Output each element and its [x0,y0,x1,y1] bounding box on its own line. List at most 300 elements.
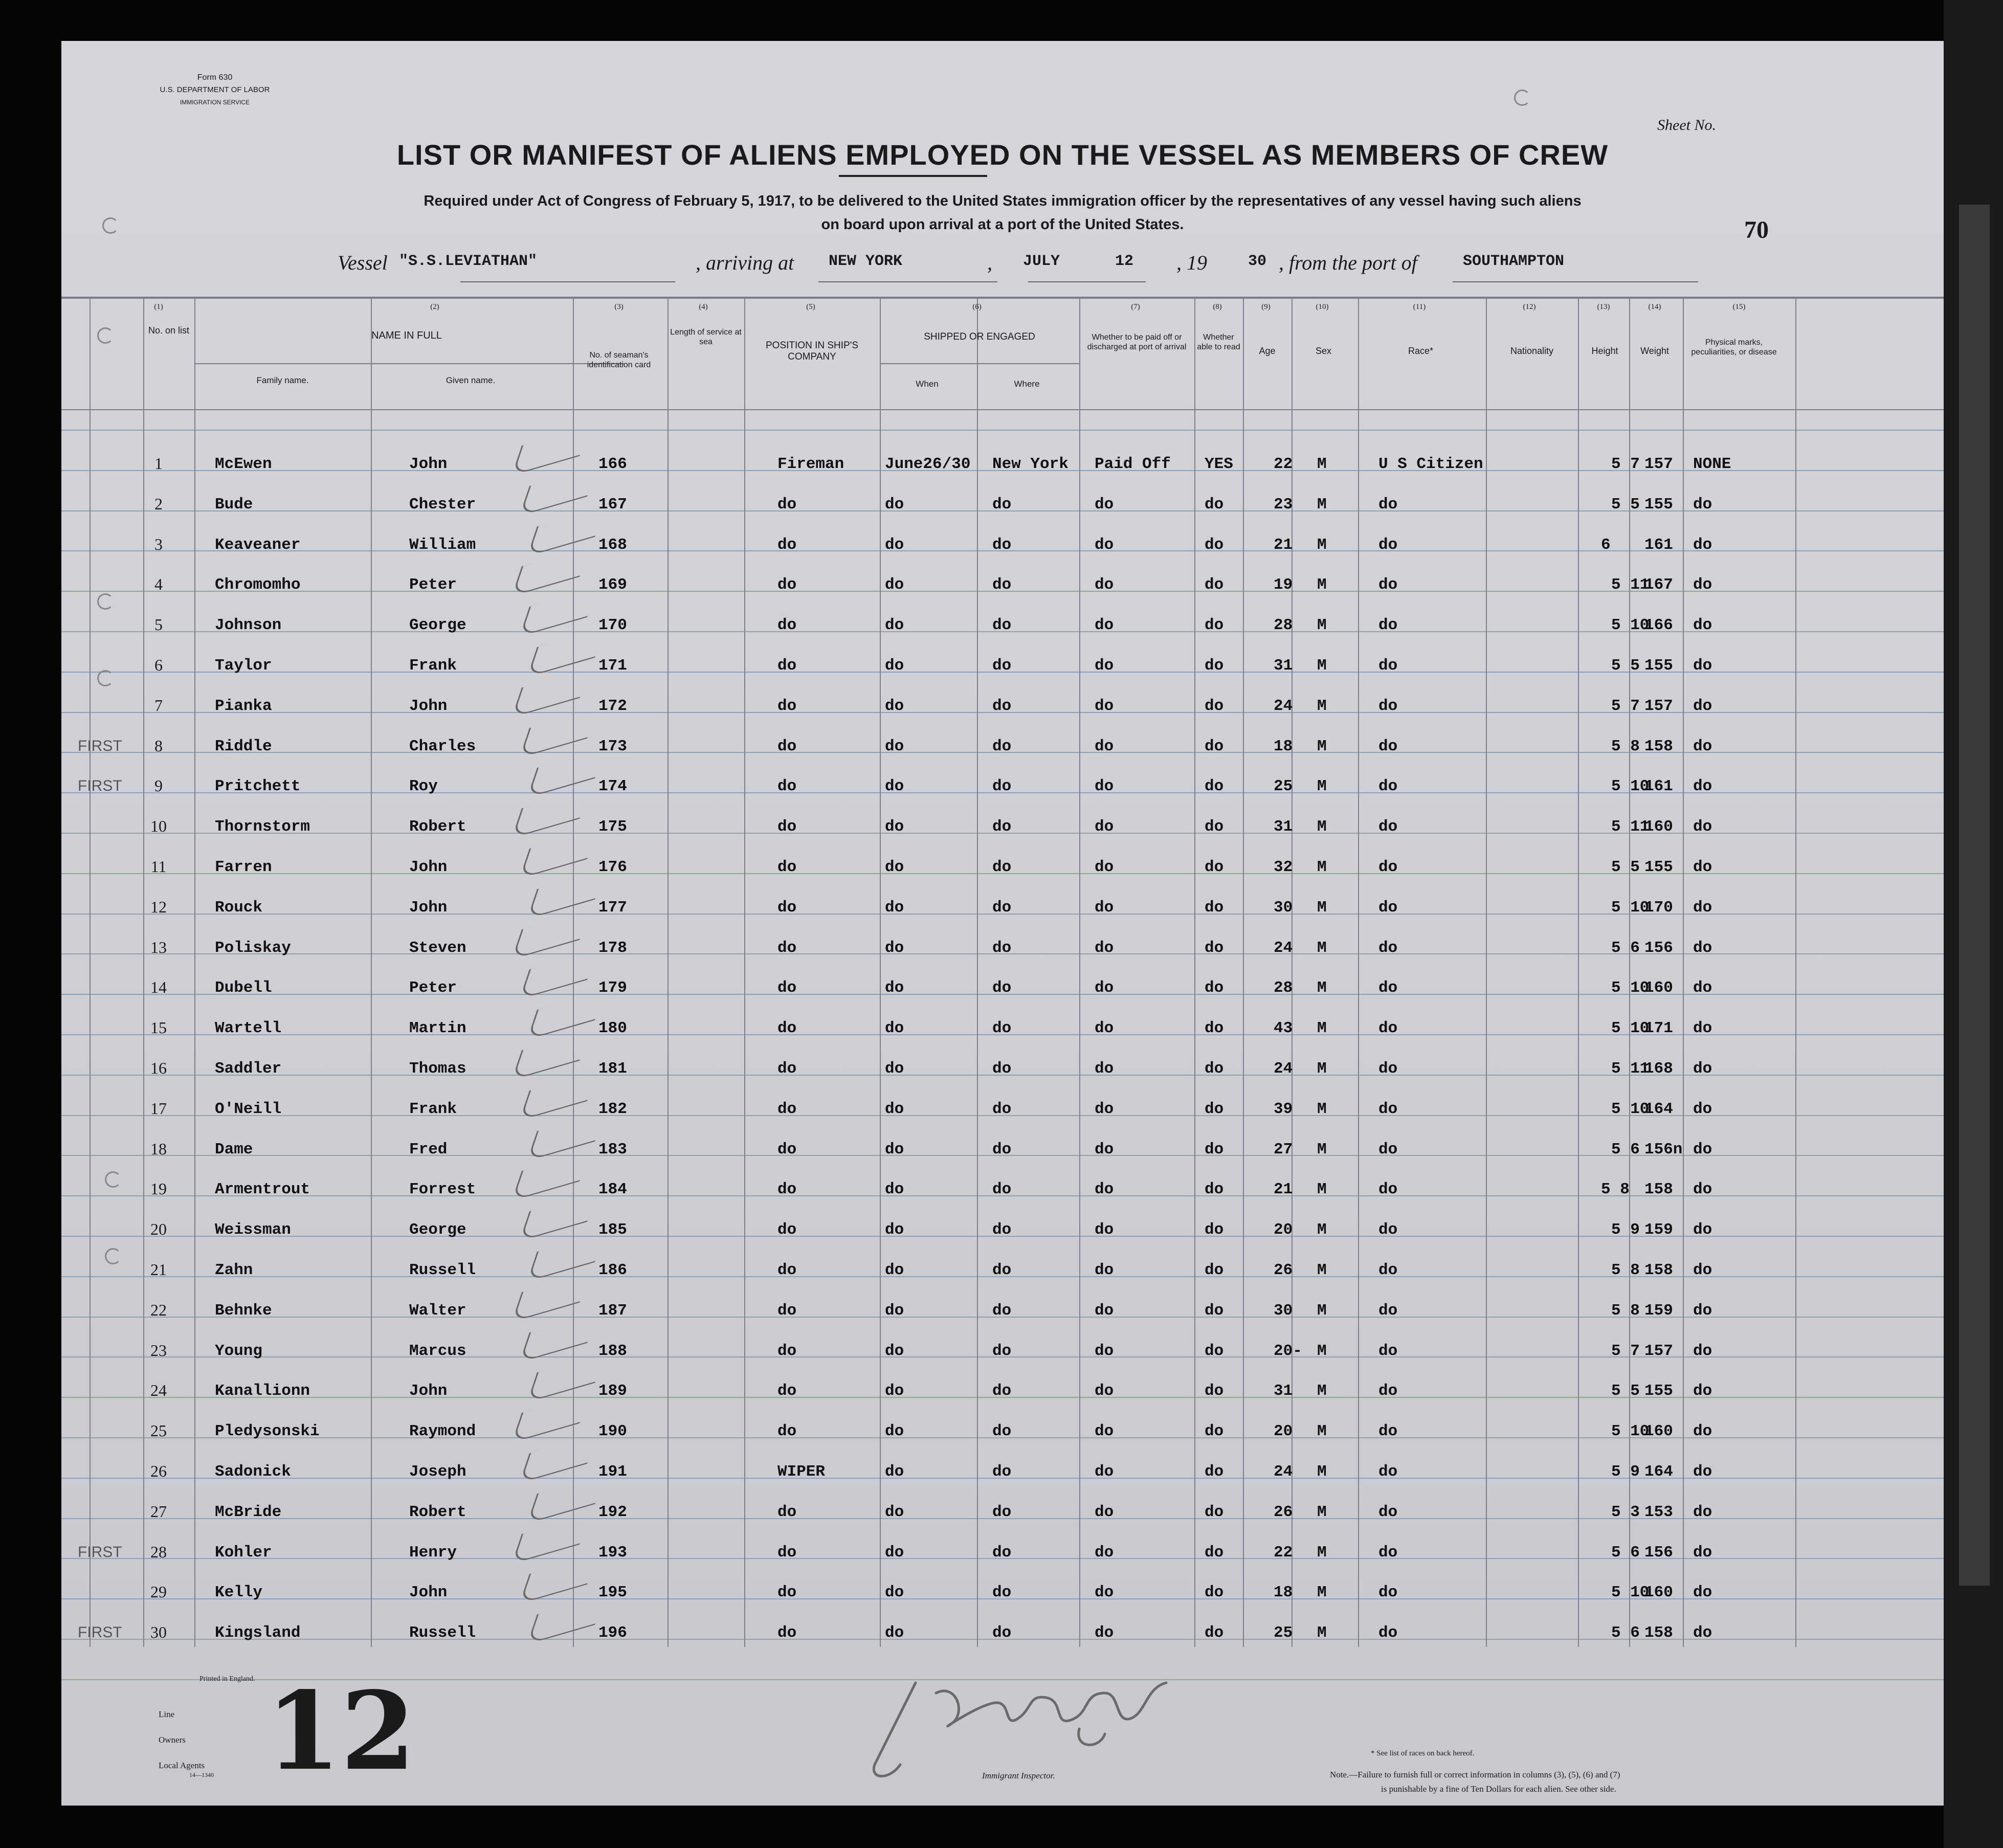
column-rule [1486,297,1487,1647]
cell-read: do [1205,536,1224,554]
row-number: 10 [150,817,167,836]
cell-marks: do [1693,1503,1712,1521]
cell-read: do [1205,1140,1224,1159]
cell-family: Kohler [215,1543,272,1562]
cell-card: 185 [598,1221,627,1239]
cell-race: do [1378,576,1398,594]
cell-weight: 161 [1644,777,1673,796]
cell-read: do [1205,737,1224,755]
punch-hole-mark [97,593,114,610]
cell-where: do [992,576,1012,594]
cell-marks: do [1693,939,1712,957]
cell-when: do [885,1342,904,1360]
cell-card: 171 [598,657,627,675]
cell-paid: do [1095,979,1114,997]
cell-when: do [885,1100,904,1118]
cell-weight: 158 [1644,1624,1673,1642]
cell-family: Dame [215,1140,253,1159]
cell-card: 190 [598,1422,627,1441]
tick-mark [511,1151,590,1201]
cell-when: do [885,818,904,836]
cell-marks: do [1693,1019,1712,1038]
tick-mark [527,628,605,678]
arriving-label: , arriving at [696,251,794,274]
cell-position: do [777,979,797,997]
cell-height: 5 10 [1611,898,1650,917]
cell-where: do [992,495,1012,514]
cell-sex: M [1317,1060,1327,1078]
cell-read: do [1205,1181,1224,1199]
cell-position: do [777,1261,797,1279]
cell-when: do [885,1503,904,1521]
cell-when: do [885,898,904,917]
cell-where: do [992,1221,1012,1239]
cell-age: 31 [1274,818,1293,836]
cell-given: Henry [409,1543,457,1562]
cell-marks: do [1693,495,1712,514]
cell-position: do [777,536,797,554]
column-number: (3) [614,303,624,311]
underline [1453,281,1698,282]
cell-given: Forrest [409,1181,476,1199]
cell-weight: 156 [1644,1543,1673,1562]
cell-paid: do [1095,1463,1114,1481]
first-stamp: FIRST [78,777,122,795]
cell-family: Pianka [215,697,272,715]
cell-paid: do [1095,1181,1114,1199]
cell-race: do [1378,939,1398,957]
cell-card: 186 [598,1261,627,1279]
cell-height: 5 5 [1611,657,1640,675]
cell-marks: NONE [1693,455,1731,473]
cell-where: do [992,657,1012,675]
cell-read: do [1205,979,1224,997]
row-number: 11 [150,857,167,876]
cell-height: 5 8 [1611,1301,1640,1320]
cell-sex: M [1317,818,1327,836]
cell-when: do [885,1301,904,1320]
cell-where: do [992,1261,1012,1279]
cell-position: do [777,898,797,917]
cell-given: Steven [409,939,466,957]
sheet-number: 70 [1744,216,1769,243]
cell-age: 20- [1274,1342,1302,1360]
cell-given: Frank [409,657,457,675]
subtitle-line-1: Required under Act of Congress of February 5, 1917, to be delivered to the United States immigration officer by the representatives of any vessel having such aliens [424,193,1582,209]
cell-paid: do [1095,737,1114,755]
cell-marks: do [1693,1463,1712,1481]
row-number: 9 [154,776,163,795]
cell-paid: do [1095,1382,1114,1400]
cell-read: do [1205,777,1224,796]
col-header-race: Race* [1408,346,1434,356]
cell-race: do [1378,1543,1398,1562]
cell-position: do [777,818,797,836]
col-header-paid: Whether to be paid off or discharged at port of arrival [1087,333,1187,351]
cell-weight: 156 [1644,939,1673,957]
cell-race: do [1378,1019,1398,1038]
cell-card: 193 [598,1543,627,1562]
tick-mark [527,1232,605,1282]
cell-age: 26 [1274,1261,1293,1279]
column-rule [1079,297,1080,1647]
column-rule [880,297,881,1647]
subtitle-line-2: on board upon arrival at a port of the United States. [821,216,1184,233]
cell-family: Young [215,1342,263,1360]
column-rule [371,363,372,409]
column-number: (11) [1413,303,1426,311]
cell-weight: 160 [1644,1422,1673,1441]
cell-given: Marcus [409,1342,466,1360]
date-comma: , [987,251,992,274]
row-number: 3 [154,535,163,553]
cell-paid: do [1095,495,1114,514]
cell-position: do [777,616,797,635]
cell-age: 19 [1274,576,1293,594]
row-number: 23 [150,1341,167,1360]
col-header-no: No. on list [148,325,190,336]
cell-family: McEwen [215,455,272,473]
cell-marks: do [1693,858,1712,876]
cell-family: Sadonick [215,1463,291,1481]
cell-weight: 159 [1644,1301,1673,1320]
punch-hole-mark [97,670,114,686]
cell-given: John [409,455,448,473]
cell-height: 5 9 [1611,1221,1640,1239]
cell-paid: do [1095,1100,1114,1118]
cell-weight: 157 [1644,1342,1673,1360]
cell-card: 176 [598,858,627,876]
cell-read: do [1205,697,1224,715]
cell-when: do [885,1181,904,1199]
cell-age: 25 [1274,1624,1293,1642]
cell-marks: do [1693,818,1712,836]
cell-family: Pledysonski [215,1422,320,1441]
tick-mark [519,1434,597,1484]
cell-given: Robert [409,818,466,836]
cell-where: do [992,1181,1012,1199]
cell-position: do [777,697,797,715]
cell-card: 196 [598,1624,627,1642]
cell-where: do [992,1019,1012,1038]
cell-family: McBride [215,1503,282,1521]
tick-mark [511,547,590,597]
cell-height: 5 8 [1611,1261,1640,1279]
cell-sex: M [1317,1100,1327,1118]
cell-age: 18 [1274,1584,1293,1602]
cell-weight: 164 [1644,1463,1673,1481]
cell-sex: M [1317,858,1327,876]
cell-given: Robert [409,1503,466,1521]
cell-age: 28 [1274,979,1293,997]
cell-given: Thomas [409,1060,466,1078]
column-number: (2) [430,303,439,311]
arrival-day: 12 [1115,253,1134,270]
cell-card: 172 [598,697,627,715]
cell-given: John [409,1584,448,1602]
cell-marks: do [1693,737,1712,755]
column-rule [1578,297,1579,1647]
cell-read: do [1205,1019,1224,1038]
cell-given: George [409,616,466,635]
cell-given: John [409,697,448,715]
cell-when: do [885,495,904,514]
cell-position: do [777,495,797,514]
cell-family: Saddler [215,1060,282,1078]
cell-where: do [992,697,1012,715]
cell-sex: M [1317,898,1327,917]
cell-given: John [409,858,448,876]
cell-family: Behnke [215,1301,272,1320]
cell-given: Martin [409,1019,466,1038]
cell-height: 5 11 [1611,818,1650,836]
cell-family: Weissman [215,1221,291,1239]
arriving-port: NEW YORK [829,253,903,270]
cell-marks: do [1693,616,1712,635]
cell-family: Thornstorm [215,818,310,836]
col-header-sex: Sex [1315,346,1332,356]
punch-hole-mark [97,327,114,344]
cell-weight: 164 [1644,1100,1673,1118]
cell-where: do [992,1463,1012,1481]
cell-race: do [1378,1181,1398,1199]
cell-when: do [885,1261,904,1279]
inspector-label: Immigrant Inspector. [982,1771,1055,1780]
cell-where: do [992,979,1012,997]
cell-marks: do [1693,979,1712,997]
cell-age: 22 [1274,455,1293,473]
cell-race: do [1378,979,1398,997]
cell-position: do [777,939,797,957]
cell-card: 182 [598,1100,627,1118]
cell-position: do [777,858,797,876]
cell-family: Wartell [215,1019,282,1038]
column-number: (12) [1523,303,1536,311]
cell-age: 24 [1274,939,1293,957]
cell-given: Walter [409,1301,466,1320]
cell-weight: 168 [1644,1060,1673,1078]
cell-paid: do [1095,1019,1114,1038]
cell-weight: 158 [1644,737,1673,755]
cell-marks: do [1693,536,1712,554]
cell-race: do [1378,697,1398,715]
column-number: (9) [1261,303,1271,311]
row-number: 30 [150,1623,167,1642]
cell-read: YES [1205,455,1233,473]
cell-where: do [992,536,1012,554]
cell-height: 5 10 [1611,979,1650,997]
cell-weight: 155 [1644,657,1673,675]
cell-sex: M [1317,1543,1327,1562]
cell-race: do [1378,1584,1398,1602]
cell-paid: do [1095,1624,1114,1642]
cell-marks: do [1693,1382,1712,1400]
row-rule [61,430,1944,431]
cell-marks: do [1693,697,1712,715]
cell-position: do [777,1422,797,1441]
cell-family: Rouck [215,898,263,917]
cell-race: do [1378,1463,1398,1481]
cell-marks: do [1693,1342,1712,1360]
cell-where: do [992,898,1012,917]
cell-family: Pritchett [215,777,301,796]
cell-family: Zahn [215,1261,253,1279]
col-header-weight: Weight [1640,346,1669,356]
cell-read: do [1205,1100,1224,1118]
tick-mark [527,748,605,798]
cell-when: do [885,979,904,997]
cell-family: Keaveaner [215,536,301,554]
cell-where: do [992,1342,1012,1360]
cell-family: Taylor [215,657,272,675]
cell-marks: do [1693,898,1712,917]
cell-position: do [777,1100,797,1118]
col-header-physical: Physical marks, peculiarities, or disease [1691,338,1777,357]
cell-where: do [992,737,1012,755]
cell-when: do [885,1543,904,1562]
tick-mark [527,1595,605,1645]
tick-mark [527,1111,605,1161]
first-stamp: FIRST [78,1543,122,1561]
sheet-no-label: Sheet No. [1657,117,1716,133]
column-number: (7) [1131,303,1140,311]
cell-given: Fred [409,1140,448,1159]
cell-marks: do [1693,576,1712,594]
cell-height: 5 10 [1611,1422,1650,1441]
column-rule [667,297,669,1647]
tick-mark [511,1272,590,1322]
row-number: 16 [150,1059,167,1077]
cell-where: do [992,1382,1012,1400]
fine-note-line-2: is punishable by a fine of Ten Dollars for each alien. See other side. [1381,1784,1616,1794]
cell-family: Dubell [215,979,272,997]
tick-mark [519,1071,597,1121]
cell-sex: M [1317,1503,1327,1521]
underline [460,281,675,282]
cell-sex: M [1317,1181,1327,1199]
cell-where: do [992,1140,1012,1159]
page-title: LIST OR MANIFEST OF ALIENS EMPLOYED ON THE VESSEL AS MEMBERS OF CREW [396,139,1609,171]
row-number: 15 [150,1018,167,1037]
cell-age: 27 [1274,1140,1293,1159]
row-number: 20 [150,1220,167,1239]
cell-read: do [1205,1060,1224,1078]
cell-weight: 167 [1644,576,1673,594]
cell-when: do [885,1422,904,1441]
cell-age: 43 [1274,1019,1293,1038]
cell-sex: M [1317,576,1327,594]
cell-sex: M [1317,1261,1327,1279]
local-agents-label: Local Agents [159,1761,205,1770]
cell-card: 166 [598,455,627,473]
row-number: 26 [150,1462,167,1480]
cell-card: 170 [598,616,627,635]
cell-position: do [777,576,797,594]
cell-sex: M [1317,1019,1327,1038]
cell-card: 180 [598,1019,627,1038]
cell-card: 178 [598,939,627,957]
cell-weight: 166 [1644,616,1673,635]
cell-paid: do [1095,1584,1114,1602]
row-number: 8 [154,736,163,755]
tick-mark [519,708,597,758]
cell-card: 167 [598,495,627,514]
row-number: 13 [150,938,167,956]
cell-position: do [777,1019,797,1038]
cell-sex: M [1317,1382,1327,1400]
col-header-given: Given name. [446,375,496,385]
cell-paid: do [1095,818,1114,836]
column-number: (13) [1597,303,1610,311]
col-header-family: Family name. [256,375,309,385]
cell-position: do [777,1543,797,1562]
row-number: 17 [150,1099,167,1118]
punch-hole-mark [102,217,119,234]
cell-height: 5 8 [1611,737,1640,755]
cell-age: 24 [1274,697,1293,715]
arrival-month: JULY [1023,253,1060,270]
column-rule [90,297,91,1647]
cell-given: George [409,1221,466,1239]
col-header-length: Length of service at sea [670,328,742,346]
cell-given: Russell [409,1261,476,1279]
cell-sex: M [1317,1140,1327,1159]
cell-paid: do [1095,939,1114,957]
vessel-label: Vessel [338,251,388,274]
row-number: 12 [150,897,167,916]
cell-age: 31 [1274,1382,1293,1400]
manifest-sheet [61,41,1944,1806]
cell-position: do [777,1221,797,1239]
cell-height: 5 10 [1611,777,1650,796]
cell-race: do [1378,1342,1398,1360]
row-number: 19 [150,1179,167,1198]
row-number: 27 [150,1502,167,1521]
cell-read: do [1205,1543,1224,1562]
cell-when: do [885,1060,904,1078]
tick-mark [527,1353,605,1403]
cell-read: do [1205,1261,1224,1279]
cell-age: 31 [1274,657,1293,675]
cell-sex: M [1317,455,1327,473]
cell-family: Armentrout [215,1181,310,1199]
tick-mark [519,829,597,879]
row-number: 4 [154,575,163,594]
cell-race: do [1378,495,1398,514]
column-number: (1) [154,303,163,311]
cell-race: do [1378,777,1398,796]
cell-where: do [992,1301,1012,1320]
cell-marks: do [1693,1301,1712,1320]
col-header-when: When [916,379,939,389]
cell-marks: do [1693,1100,1712,1118]
cell-when: June26/30 [885,455,971,473]
cell-sex: M [1317,1463,1327,1481]
cell-weight: 158 [1644,1181,1673,1199]
column-number: (10) [1316,303,1329,311]
cell-card: 191 [598,1463,627,1481]
row-number: 25 [150,1421,167,1440]
cell-race: U S Citizen [1378,455,1483,473]
cell-given: Peter [409,979,457,997]
cell-family: Riddle [215,737,272,755]
cell-sex: M [1317,616,1327,635]
fine-note-line-1: Note.—Failure to furnish full or correct information in columns (3), (5), (6) and (7) [1330,1770,1620,1779]
column-rule [194,297,195,1647]
year-prefix: , 19 [1176,251,1207,274]
tick-mark [511,789,590,839]
cell-position: do [777,1624,797,1642]
